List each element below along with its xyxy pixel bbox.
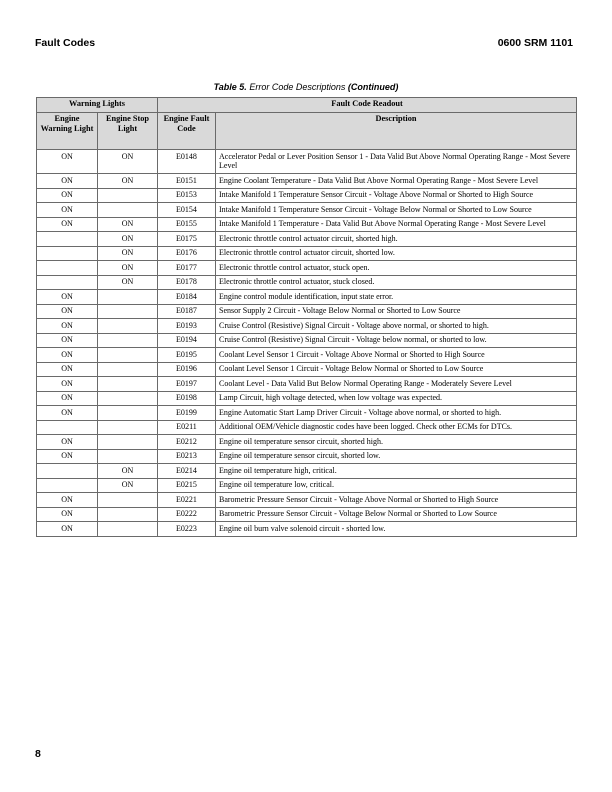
table-row [37,275,577,290]
description-cell: Engine oil temperature sensor circuit, shorted low. [216,449,577,464]
table-row [37,406,577,421]
table-caption-label: Table 5. [213,82,247,92]
description-cell: Intake Manifold 1 Temperature Sensor Circuit - Voltage Above Normal or Shorted to High Source [216,188,577,203]
engine-warning-light-cell: ON [37,507,98,522]
engine-stop-light-cell: ON [98,217,158,232]
fault-code-cell: E0213 [158,449,216,464]
table-caption [0,82,612,92]
table-row [37,290,577,305]
fault-code-cell: E0212 [158,435,216,450]
table-row [37,174,577,189]
description-cell: Cruise Control (Resistive) Signal Circuit - Voltage below normal, or shorted to low. [216,333,577,348]
table-row [37,391,577,406]
fault-code-cell: E0153 [158,188,216,203]
engine-stop-light-cell [98,377,158,392]
description-cell: Coolant Level Sensor 1 Circuit - Voltage Above Normal or Shorted to High Source [216,348,577,363]
description-cell: Coolant Level Sensor 1 Circuit - Voltage Below Normal or Shorted to Low Source [216,362,577,377]
table-row [37,377,577,392]
description-cell: Barometric Pressure Sensor Circuit - Voltage Above Normal or Shorted to High Source [216,493,577,508]
table-row [37,188,577,203]
fault-code-readout-header: Fault Code Readout [158,98,577,113]
description-cell: Lamp Circuit, high voltage detected, when low voltage was expected. [216,391,577,406]
fault-code-cell: E0178 [158,275,216,290]
error-code-table [36,97,577,537]
description-cell: Cruise Control (Resistive) Signal Circuit - Voltage above normal, or shorted to high. [216,319,577,334]
description-cell: Additional OEM/Vehicle diagnostic codes have been logged. Check other ECMs for DTCs. [216,420,577,435]
engine-warning-light-cell: ON [37,150,98,174]
table-caption-title: Error Code Descriptions [249,82,346,92]
table-row [37,522,577,537]
engine-warning-light-cell: ON [37,522,98,537]
engine-stop-light-cell: ON [98,150,158,174]
description-cell: Barometric Pressure Sensor Circuit - Voltage Below Normal or Shorted to Low Source [216,507,577,522]
description-header: Description [216,113,577,150]
engine-warning-light-cell [37,275,98,290]
table-row [37,246,577,261]
table-row [37,232,577,247]
table-row [37,203,577,218]
fault-code-cell: E0194 [158,333,216,348]
engine-stop-light-cell: ON [98,478,158,493]
table-row [37,261,577,276]
description-cell: Electronic throttle control actuator circuit, shorted low. [216,246,577,261]
engine-warning-light-cell: ON [37,304,98,319]
table-row [37,507,577,522]
engine-warning-light-cell: ON [37,319,98,334]
engine-stop-light-cell [98,406,158,421]
fault-code-cell: E0199 [158,406,216,421]
fault-code-cell: E0198 [158,391,216,406]
table-row [37,435,577,450]
engine-stop-light-cell [98,348,158,363]
engine-warning-light-cell: ON [37,333,98,348]
engine-warning-light-cell: ON [37,406,98,421]
engine-warning-light-cell: ON [37,391,98,406]
engine-stop-light-cell [98,304,158,319]
table-row [37,319,577,334]
engine-warning-light-cell: ON [37,217,98,232]
engine-warning-light-cell: ON [37,493,98,508]
table-row [37,478,577,493]
fault-code-cell: E0175 [158,232,216,247]
table-row [37,362,577,377]
engine-warning-light-cell [37,420,98,435]
description-cell: Engine control module identification, input state error. [216,290,577,305]
engine-stop-light-cell: ON [98,174,158,189]
fault-code-cell: E0222 [158,507,216,522]
fault-code-cell: E0193 [158,319,216,334]
table-row [37,150,577,174]
description-cell: Engine Coolant Temperature - Data Valid But Above Normal Operating Range - Most Severe Level [216,174,577,189]
description-cell: Engine oil burn valve solenoid circuit - shorted low. [216,522,577,537]
engine-stop-light-cell [98,188,158,203]
engine-stop-light-cell [98,333,158,348]
warning-lights-header: Warning Lights [37,98,158,113]
engine-stop-light-cell [98,391,158,406]
description-cell: Intake Manifold 1 Temperature Sensor Circuit - Voltage Below Normal or Shorted to Low Source [216,203,577,218]
description-cell: Engine oil temperature sensor circuit, shorted high. [216,435,577,450]
engine-stop-light-cell: ON [98,232,158,247]
engine-stop-light-cell: ON [98,246,158,261]
engine-warning-light-cell [37,246,98,261]
table-row [37,493,577,508]
table-row [37,449,577,464]
table-row [37,333,577,348]
engine-warning-light-cell: ON [37,203,98,218]
engine-stop-light-cell [98,420,158,435]
engine-warning-light-cell: ON [37,449,98,464]
fault-code-cell: E0223 [158,522,216,537]
engine-fault-code-header: Engine Fault Code [158,113,216,150]
engine-warning-light-cell: ON [37,290,98,305]
description-cell: Engine oil temperature high, critical. [216,464,577,479]
engine-warning-light-cell: ON [37,435,98,450]
fault-code-cell: E0154 [158,203,216,218]
description-cell: Coolant Level - Data Valid But Below Normal Operating Range - Moderately Severe Level [216,377,577,392]
fault-code-cell: E0196 [158,362,216,377]
description-cell: Intake Manifold 1 Temperature - Data Valid But Above Normal Operating Range - Most Severe Level [216,217,577,232]
description-cell: Electronic throttle control actuator circuit, shorted high. [216,232,577,247]
fault-code-cell: E0155 [158,217,216,232]
engine-stop-light-cell [98,203,158,218]
table-body [37,150,577,537]
engine-stop-light-cell: ON [98,464,158,479]
engine-stop-light-cell: ON [98,275,158,290]
description-cell: Engine Automatic Start Lamp Driver Circuit - Voltage above normal, or shorted to high. [216,406,577,421]
engine-stop-light-cell [98,493,158,508]
description-cell: Accelerator Pedal or Lever Position Sensor 1 - Data Valid But Above Normal Operating Range - Most Severe Level [216,150,577,174]
description-cell: Sensor Supply 2 Circuit - Voltage Below Normal or Shorted to Low Source [216,304,577,319]
table-row [37,420,577,435]
table-row [37,348,577,363]
document-id: 0600 SRM 1101 [497,37,573,49]
engine-stop-light-cell [98,449,158,464]
engine-warning-light-cell: ON [37,174,98,189]
fault-code-cell: E0197 [158,377,216,392]
description-cell: Electronic throttle control actuator, stuck open. [216,261,577,276]
engine-warning-light-cell [37,261,98,276]
engine-stop-light-header: Engine Stop Light [98,113,158,150]
engine-stop-light-cell [98,522,158,537]
engine-stop-light-cell [98,507,158,522]
engine-warning-light-cell: ON [37,188,98,203]
fault-code-cell: E0184 [158,290,216,305]
engine-warning-light-cell: ON [37,377,98,392]
engine-warning-light-cell [37,232,98,247]
engine-warning-light-header: Engine Warning Light [37,113,98,150]
engine-warning-light-cell [37,464,98,479]
description-cell: Electronic throttle control actuator, stuck closed. [216,275,577,290]
fault-code-cell: E0215 [158,478,216,493]
engine-stop-light-cell [98,290,158,305]
engine-stop-light-cell [98,319,158,334]
table-caption-suffix: (Continued) [347,82,399,92]
fault-code-cell: E0214 [158,464,216,479]
fault-code-cell: E0195 [158,348,216,363]
fault-code-cell: E0187 [158,304,216,319]
fault-code-cell: E0177 [158,261,216,276]
engine-stop-light-cell [98,362,158,377]
section-title: Fault Codes [35,37,96,49]
fault-code-cell: E0151 [158,174,216,189]
fault-code-cell: E0221 [158,493,216,508]
fault-code-cell: E0148 [158,150,216,174]
table-row [37,464,577,479]
engine-warning-light-cell: ON [37,362,98,377]
engine-stop-light-cell: ON [98,261,158,276]
engine-warning-light-cell [37,478,98,493]
page-number: 8 [35,748,41,760]
table-row [37,304,577,319]
engine-warning-light-cell: ON [37,348,98,363]
table-row [37,217,577,232]
engine-stop-light-cell [98,435,158,450]
fault-code-cell: E0211 [158,420,216,435]
fault-code-cell: E0176 [158,246,216,261]
description-cell: Engine oil temperature low, critical. [216,478,577,493]
